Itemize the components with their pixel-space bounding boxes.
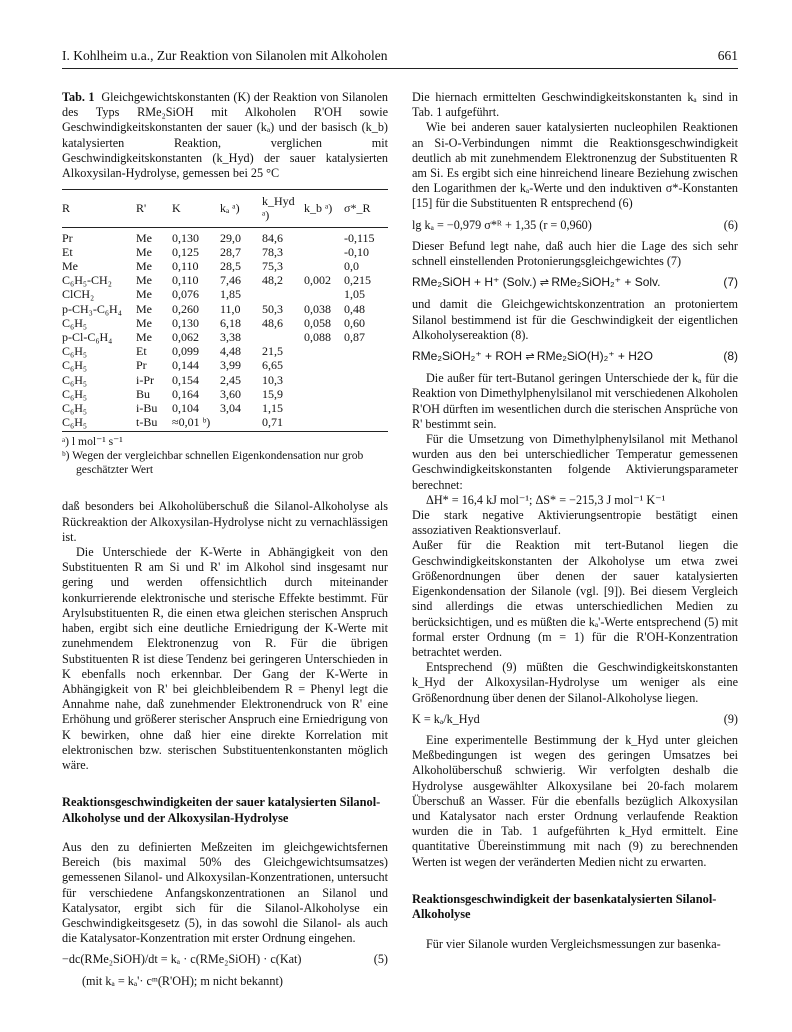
table-cell: -0,10 — [344, 244, 369, 259]
table-cell: 15,9 — [262, 386, 283, 401]
equation-left: RMe₂SiOH + H⁺ (Solv.) — [412, 275, 537, 290]
table-row — [62, 330, 388, 344]
table-row — [62, 287, 388, 301]
table-cell: Pr — [62, 230, 73, 245]
table-row — [62, 302, 388, 316]
table-cell: Pr — [136, 358, 147, 373]
table-note-a: ᵃ) l mol⁻¹ s⁻¹ — [62, 435, 123, 449]
table-row — [62, 401, 388, 415]
table-cell: 75,3 — [262, 259, 283, 274]
table-cell: 0,104 — [172, 401, 199, 416]
section-heading: Reaktionsgeschwindigkeiten der sauer katalysierten Silanol-Alkoholyse und der Alkoxysilan-Hydrolyse — [62, 795, 381, 825]
table-cell: 3,99 — [220, 358, 241, 373]
paragraph: daß besonders bei Alkoholüberschuß die Silanol-Alkoholyse als Rückreaktion der Alkoxysilan-Hydrolyse nicht zu vernachlässigen ist. — [62, 499, 388, 544]
table-cell: 2,45 — [220, 372, 241, 387]
table-cell: 0,71 — [262, 415, 304, 432]
table-cell: 84,6 — [262, 230, 283, 245]
table-caption-text: Gleichgewichtskonstanten (K) der Reaktion von Silanolen des Typs RMe₂SiOH mit Alkoholen R'OH sowie Geschwindigkeitskonstanten der sauer (kₐ) und der basisch (k_b) katalysierten Reaktion, verglichen mit Geschwindigkeitskonstanten (k_Hyd) der sauer katalysierten Alkoxysilan-Hydrolyse, gemessen bei 25 °C — [62, 90, 388, 181]
paragraph: Dieser Befund legt nahe, daß auch hier die Lage des sich sehr schnell einstellenden Protonierungsgleichgewichtes (7) — [412, 238, 738, 269]
equation-number: (9) — [723, 711, 738, 726]
table-cell: 0,038 — [304, 301, 331, 316]
equation-text: −dc(RMe₂SiOH)/dt = kₐ · c(RMe₂SiOH) · c(Kat) — [62, 952, 302, 967]
table-cell: 29,0 — [220, 230, 241, 245]
table-cell: 0,87 — [344, 330, 365, 345]
table-cell: 48,6 — [262, 315, 283, 330]
paragraph: Die Unterschiede der K-Werte in Abhängigkeit von den Substituenten R am Si und R' im Alkohol sind insgesamt nur gering und werden offensichtlich durch miteinander konkurrierende elektronische und sterische Effekte bestimmt. Für Arylsubstituenten R, die einen etwa gleichen sterischen Anspruch haben, ergibt sich eine deutliche Erniedrigung der K-Werte mit zunehmendem Elektronenzug von R. Für die übrigen Substituenten R ist diese Tendenz bei geringeren Unterschieden in K ebenfalls noch erkennbar. Der Gang der K-Werte in Abhängigkeit von R' bei gleichbleibendem R = Phenyl legt die Annahme nahe, daß zunehmender Elektronendruck von R' eine Erhöhung und größerer sterischer Anspruch eine Erniedrigung von K bewirken, ohne daß hier eine direkte Korrelation mit elektronischen bzw. sterischen Substituentenkonstanten möglich wäre. — [62, 545, 388, 772]
paragraph: Die stark negative Aktivierungsentropie bestätigt einen assoziativen Reaktionsverlauf. — [412, 508, 738, 538]
table-cell: 0,110 — [172, 259, 199, 274]
table-caption — [62, 90, 388, 181]
table-cell: Bu — [136, 386, 151, 401]
table-cell: 48,2 — [262, 273, 283, 288]
table-cell — [344, 344, 388, 358]
table-cell — [304, 373, 344, 387]
table-cell — [220, 415, 262, 432]
table-1 — [62, 189, 388, 432]
table-cell: 28,5 — [220, 259, 241, 274]
table-cell: ClCH₂ — [62, 287, 95, 302]
table-cell: 0,062 — [172, 330, 199, 345]
table-note-b: ᵇ) Wegen der vergleichbar schnellen Eigenkondensation nur grob geschätzter Wert — [62, 449, 364, 477]
table-header-cell: σ*_R — [344, 190, 388, 227]
equation-text: lg kₐ = −0,979 σ*ᴿ + 1,35 (r = 0,960) — [412, 217, 592, 232]
table-cell: Me — [136, 259, 152, 274]
table-body — [62, 227, 388, 432]
table-cell: p-Cl-C₆H₄ — [62, 330, 113, 345]
table-cell — [262, 287, 304, 301]
table-cell: 0,058 — [304, 315, 331, 330]
table-cell: ≈0,01 ᵇ) — [172, 415, 220, 432]
table-cell: 0,130 — [172, 230, 199, 245]
table-cell: 0,110 — [172, 273, 199, 288]
paragraph: Für vier Silanole wurden Vergleichsmessungen zur basenka- — [426, 936, 721, 951]
table-cell: 6,65 — [262, 358, 283, 373]
table-notes — [62, 435, 388, 477]
table-cell: 0,0 — [344, 259, 359, 274]
table-cell: 0,48 — [344, 301, 365, 316]
table-row — [62, 227, 388, 245]
table-header-row — [62, 190, 388, 227]
table-cell: 1,05 — [344, 287, 365, 302]
table-cell: 0,076 — [172, 287, 199, 302]
equation-6 — [412, 218, 738, 233]
table-cell — [304, 287, 344, 301]
table-cell: Me — [136, 230, 152, 245]
table-cell — [304, 344, 344, 358]
table-cell: p-CH₃-C₆H₄ — [62, 301, 122, 316]
table-cell — [344, 373, 388, 387]
table-cell: i-Pr — [136, 372, 154, 387]
equation-number: (6) — [723, 217, 738, 232]
table-cell — [304, 401, 344, 415]
table-cell: Me — [136, 315, 152, 330]
table-cell: 28,7 — [220, 244, 241, 259]
equation-5 — [62, 952, 388, 967]
table-cell — [304, 358, 344, 372]
table-cell: 0,60 — [344, 315, 365, 330]
equation-right: RMe₂SiOH₂⁺ + Solv. — [551, 275, 661, 290]
paragraph: Für die Umsetzung von Dimethylphenylsilanol mit Methanol wurden aus den bei unterschiedlicher Temperatur gemessenen Geschwindigkeitskonstanten folgende Aktivierungsparameter berechnet: — [412, 432, 738, 492]
table-cell — [262, 330, 304, 344]
equation-number: (5) — [373, 952, 388, 967]
table-cell: 0,125 — [172, 244, 199, 259]
table-cell: 6,18 — [220, 315, 241, 330]
table-cell: i-Bu — [136, 401, 158, 416]
table-row — [62, 245, 388, 259]
table-cell — [304, 415, 344, 432]
table-cell: -0,115 — [344, 230, 375, 245]
table-cell — [344, 401, 388, 415]
table-cell: 3,60 — [220, 386, 241, 401]
table-row — [62, 259, 388, 273]
table-cell: Me — [136, 301, 152, 316]
table-cell: 0,130 — [172, 315, 199, 330]
table-cell: 10,3 — [262, 372, 283, 387]
equation-text: K = kₐ/k_Hyd — [412, 711, 480, 726]
paragraph: Aus den zu definierten Meßzeiten im gleichgewichtsfernen Bereich (bis maximal 50% des Gleichgewichtsumsatzes) gemessenen Silanol- und Alkoxysilan-Konzentrationen, untersucht für verschiedene Anfangskonzentrationen an Silanol und Katalysator, ergibt sich für die Silanol-Alkoholyse ein Geschwindigkeitsgesetz (5), in das sowohl die Silanol- als auch die Katalysator-Konzentration mit erster Ordnung eingehen. — [62, 839, 388, 946]
table-cell: Me — [136, 287, 152, 302]
equation-note: (mit kₐ = kₐ'· cᵐ(R'OH); m nicht bekannt) — [82, 973, 283, 988]
table-cell — [344, 358, 388, 372]
equation-number: (7) — [723, 275, 738, 290]
table-cell: 0,099 — [172, 344, 199, 359]
table-cell: 0,088 — [304, 330, 331, 345]
table-row — [62, 344, 388, 358]
table-cell: C₆H₅ — [62, 372, 88, 387]
equation-right: RMe₂SiO(H)₂⁺ + H2O — [536, 349, 653, 364]
table-cell: Et — [62, 244, 73, 259]
table-cell: C₆H₅ — [62, 358, 88, 373]
table-cell: 0,002 — [304, 273, 331, 288]
table-cell — [304, 259, 344, 273]
left-column — [62, 90, 388, 989]
table-cell: 3,38 — [220, 330, 241, 345]
table-cell: 1,15 — [262, 401, 283, 416]
table-cell: Me — [62, 259, 78, 274]
table-cell: 11,0 — [220, 301, 241, 316]
table-cell: C₆H₅ — [62, 315, 88, 330]
table-cell: 0,154 — [172, 372, 199, 387]
paragraph: Entsprechend (9) müßten die Geschwindigkeitskonstanten k_Hyd der Alkoxysilan-Hydrolyse um weniger als eine Größenordnung über denen der Silanol-Alkoholyse liegen. — [412, 660, 738, 705]
section-heading: Reaktionsgeschwindigkeit der basenkatalysierten Silanol-Alkoholyse — [412, 891, 717, 922]
table-label: Tab. 1 — [62, 90, 95, 104]
table-header-cell: R — [62, 190, 136, 227]
table-row — [62, 387, 388, 401]
table-cell: 0,164 — [172, 386, 199, 401]
equilibrium-arrow-icon: ⇌ — [525, 351, 534, 364]
table-cell: C₆H₅ — [62, 344, 88, 359]
table-cell: 7,46 — [220, 273, 241, 288]
paragraph: Wie bei anderen sauer katalysierten nucleophilen Reaktionen an Si-O-Verbindungen nimmt die Reaktionsgeschwindigkeit deutlich ab mit zunehmendem Elektronenzug der Substituenten R am Si. Es ergibt sich eine hinreichend lineare Beziehung zwischen den Logarithmen der kₐ-Werte und den induktiven σ*-Konstanten [15] für die Substituenten R entsprechend (6) — [412, 120, 738, 211]
table-row — [62, 358, 388, 372]
right-column — [412, 90, 738, 952]
equilibrium-arrow-icon: ⇌ — [539, 277, 549, 290]
table-cell: 0,144 — [172, 358, 199, 373]
table-header-cell: kₐ ᵃ) — [220, 190, 262, 227]
table-cell — [304, 245, 344, 259]
paragraph: Außer für die Reaktion mit tert-Butanol liegen die Geschwindigkeitskonstanten der Alkoholyse um etwa zwei Größenordnungen über denen der sauer katalysierten Eigenkondensation der Silanole (vgl. [9]). Bei diesem Vergleich sind allerdings die etwas unterschiedlichen Medien zu berücksichtigen, und es müßten die kₐ'-Werte entsprechend (5) mit formal erster Ordnung (m = 1) für die R'OH-Konzentration betrachtet werden. — [412, 538, 738, 659]
equation-7 — [412, 275, 738, 291]
running-title: I. Kohlheim u.a., Zur Reaktion von Silanolen mit Alkoholen — [62, 48, 388, 63]
table-cell: 1,85 — [220, 287, 241, 302]
table-cell: C₆H₅ — [62, 401, 88, 416]
table-cell: C₆H₅ — [62, 415, 136, 432]
table-cell: C₆H₅-CH₂ — [62, 273, 112, 288]
equation-8 — [412, 349, 738, 365]
table-row — [62, 316, 388, 330]
table-cell — [344, 415, 388, 432]
page-number: 661 — [717, 48, 738, 63]
table-cell: Me — [136, 273, 152, 288]
paragraph: und damit die Gleichgewichtskonzentration an protoniertem Silanol bestimmend ist für die Geschwindigkeit der eigentlichen Alkoholysereaktion (8). — [412, 297, 738, 342]
activation-parameters: ΔH* = 16,4 kJ mol⁻¹; ΔS* = −215,3 J mol⁻¹ K⁻¹ — [426, 492, 666, 507]
table-cell: t-Bu — [136, 415, 172, 432]
table-cell — [344, 387, 388, 401]
table-cell — [304, 387, 344, 401]
paragraph: Eine experimentelle Bestimmung der k_Hyd unter gleichen Meßbedingungen ist wegen des geringen Umsatzes bei Alkoholüberschuß schwierig. Wir verfolgten deshalb die Hydrolyse ausgewählter Alkoxysilane bei 20-fach molarem Überschuß an Wasser. Für die ebenfalls bezüglich Alkoxysilan und Katalysator nach erster Ordnung verlaufende Reaktion wurden die in Tab. 1 aufgeführten k_Hyd ermittelt. Eine quantitative Übereinstimmung mit nach (9) zu berechnenden Werten ist wegen der veränderten Medien nicht zu erwarten. — [412, 732, 738, 869]
table-cell: 21,5 — [262, 344, 283, 359]
table-cell: Et — [136, 344, 147, 359]
table-cell: 0,215 — [344, 273, 371, 288]
equation-left: RMe₂SiOH₂⁺ + ROH — [412, 349, 522, 364]
table-cell: Me — [136, 244, 152, 259]
table-row — [62, 273, 388, 287]
table-cell: Me — [136, 330, 152, 345]
table-cell — [304, 227, 344, 245]
table-cell: 4,48 — [220, 344, 241, 359]
table-header-cell: k_b ᵃ) — [304, 190, 344, 227]
equation-number: (8) — [723, 349, 738, 364]
table-cell: 3,04 — [220, 401, 241, 416]
running-header — [62, 44, 738, 69]
table-cell: C₆H₅ — [62, 386, 88, 401]
table-row — [62, 415, 388, 432]
table-cell: 0,260 — [172, 301, 199, 316]
table-cell: 50,3 — [262, 301, 283, 316]
table-header-cell: K — [172, 190, 220, 227]
equation-9 — [412, 712, 738, 727]
paragraph: Die außer für tert-Butanol geringen Unterschiede der kₐ für die Reaktion von Dimethylphenylsilanol mit verschiedenen Alkoholen R'OH dürften im wesentlichen durch die sterischen Ansprüche von R' bestimmt sein. — [412, 371, 738, 431]
paragraph: Die hiernach ermittelten Geschwindigkeitskonstanten kₐ sind in Tab. 1 aufgeführt. — [412, 90, 738, 120]
table-header-cell: R' — [136, 190, 172, 227]
table-row — [62, 373, 388, 387]
table-header-cell: k_Hyd ᵃ) — [262, 190, 304, 227]
table-cell: 78,3 — [262, 244, 283, 259]
